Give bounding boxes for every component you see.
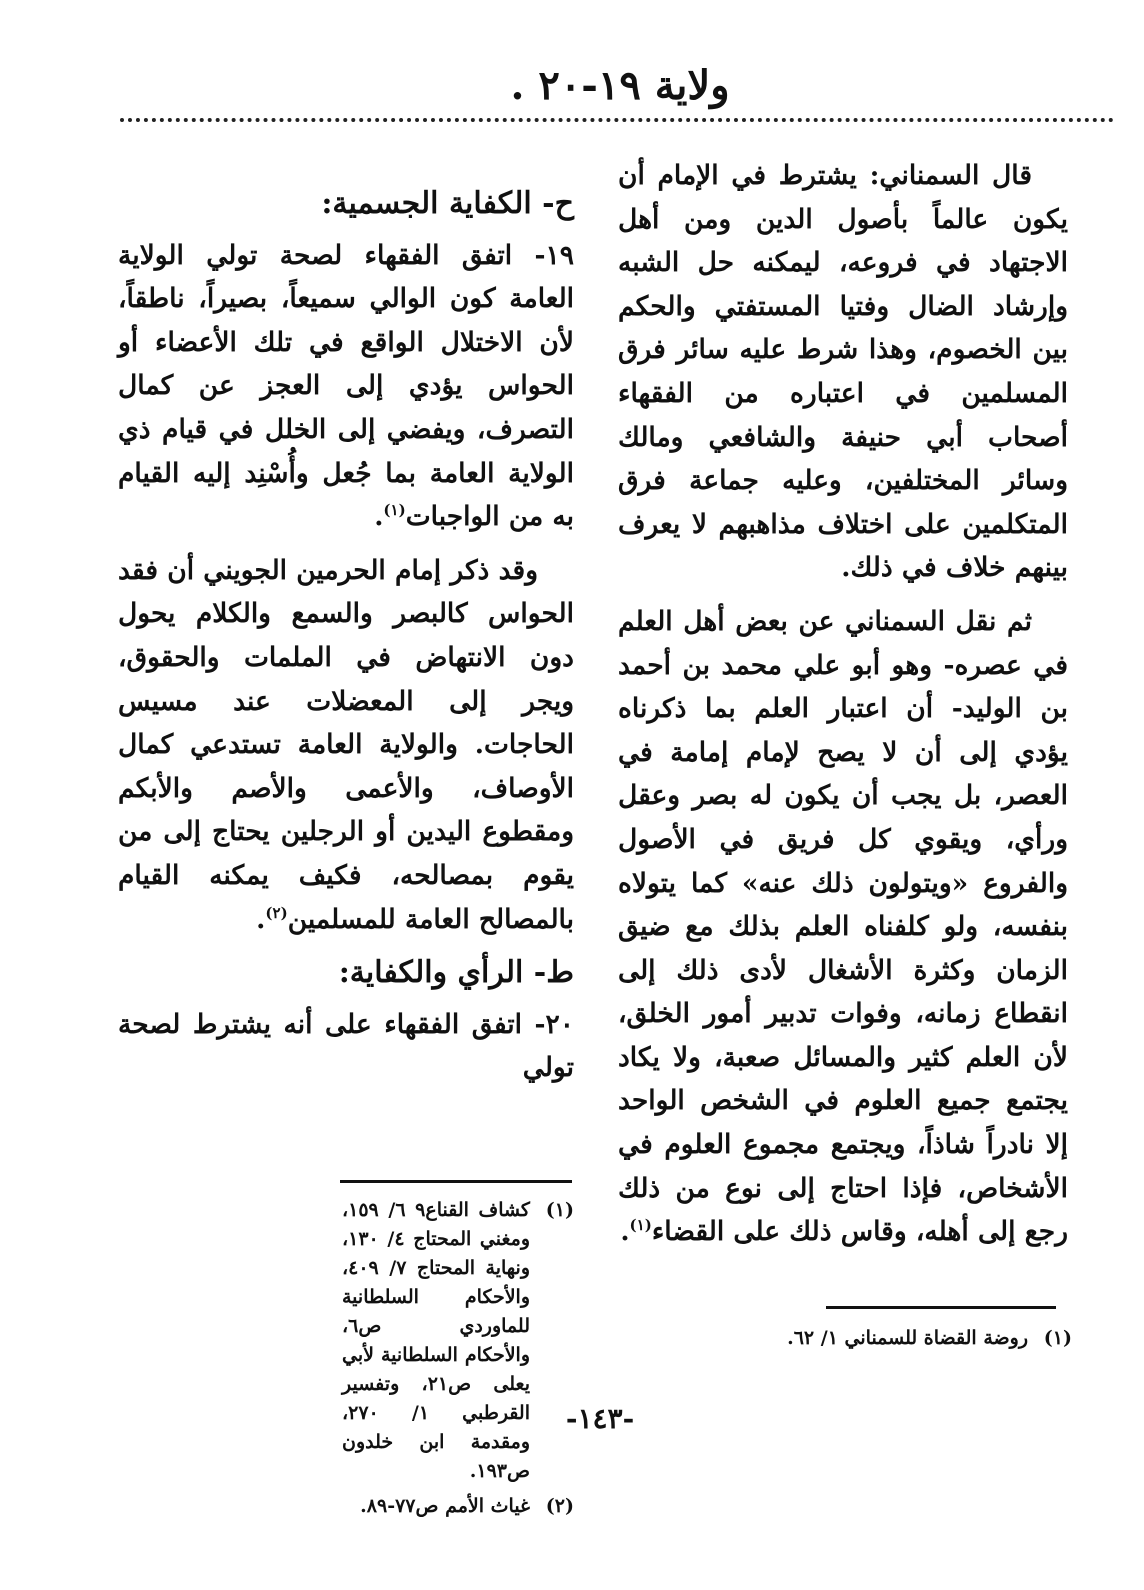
paragraph-item-20: ٢٠- اتفق الفقهاء على أنه يشترط لصحة تولي (118, 1008, 574, 1084)
footnotes-right (700, 1324, 1072, 1359)
section-heading-opinion-competence: ط- الرأي والكفاية: (338, 955, 574, 991)
paragraph-samnani-quote (618, 600, 1068, 1254)
page-number: -١٤٣- (565, 1402, 635, 1435)
footnote (342, 1196, 574, 1486)
paragraph-text: ثم نقل السمناني عن بعض أهل العلم في عصره- وهو أبو علي محمد بن أحمد بن الوليد- أن اعتبار العلم بما ذكرناه يؤدي إلى أن لا يصح لإمام إمامة في العصر، بل يجب أن يكون له بصر وعقل ورأي، ويقوي كل فريق في الأصول والفروع «ويتولون ذلك عنه» كما يتولاه بنفسه، ولو كلفناه العلم بذلك مع ضيق الزمان وكثرة الأشغال لأدى ذلك إلى انقطاع زمانه، وفوات تدبير أمور الخلق، لأن العلم كثير والمسائل صعبة، ولا يكاد يجتمع جميع العلوم في الشخص الواحد إلا نادراً شاذاً، ويجتمع مجموع العلوم في الأشخاص، فإذا احتاج إلى نوع من ذلك رجع إلى أهله، وقاس ذلك على القضاء (618, 605, 1068, 1248)
footnote-separator-right (826, 1306, 1056, 1309)
paragraph-item-19 (118, 234, 574, 539)
footnote (342, 1492, 574, 1521)
footnote-number: (١) (545, 1199, 574, 1221)
left-column (118, 182, 574, 1100)
running-header: ولاية ١٩-٢٠ . (510, 62, 730, 109)
footnote-ref: (٢) (265, 903, 288, 922)
right-column (618, 154, 1068, 1264)
paragraph-juwaini (118, 549, 574, 941)
footnote-separator-left (340, 1180, 572, 1183)
footnote-text: غياث الأمم ص٧٧-٨٩. (360, 1495, 530, 1517)
footnote-number: (١) (1043, 1327, 1072, 1349)
section-heading-physical-fitness: ح- الكفاية الجسمية: (321, 186, 574, 221)
paragraph-samnani-condition: قال السمناني: يشترط في الإمام أن يكون عالماً بأصول الدين ومن أهل الاجتهاد في فروعه، ليمكنه حل الشبه وإرشاد الضال وفتيا المستفتي والحكم بين الخصوم، وهذا شرط عليه سائر فرق المسلمين في اعتباره من الفقهاء أصحاب أبي حنيفة والشافعي ومالك وسائر المختلفين، وعليه جماعة فرق المتكلمين على اختلاف مذاهبهم لا يعرف بينهم خلاف في ذلك. (618, 160, 1068, 584)
header-dotted-rule (120, 118, 1114, 122)
footnote-ref: (١) (383, 501, 406, 520)
punctuation: . (620, 1216, 630, 1248)
footnote-ref: (١) (629, 1216, 652, 1235)
punctuation: . (256, 903, 266, 935)
footnote-text: كشاف القناع٩ ٦/ ١٥٩، ومغني المحتاج ٤/ ١٣٠، ونهاية المحتاج ٧/ ٤٠٩، والأحكام السلطانية للماوردي ص٦، والأحكام السلطانية لأبي يعلى ص٢١، وتفسير القرطبي ١/ ٢٧٠، ومقدمة ابن خلدون ص١٩٣. (342, 1199, 531, 1482)
paragraph-text: ١٩- اتفق الفقهاء لصحة تولي الولاية العامة كون الوالي سميعاً، بصيراً، ناطقاً، لأن الاختلال الواقع في تلك الأعضاء أو الحواس يؤدي إلى العجز عن كمال التصرف، ويفضي إلى الخلل في قيام ذي الولاية العامة بما جُعل وأُسْنِد إليه القيام به من الواجبات (118, 239, 574, 533)
footnote (700, 1324, 1072, 1353)
footnotes-left (342, 1196, 574, 1527)
punctuation: . (374, 501, 384, 533)
footnote-text: روضة القضاة للسمناني ١/ ٦٢. (787, 1327, 1028, 1349)
paragraph-text: وقد ذكر إمام الحرمين الجويني أن فقد الحواس كالبصر والسمع والكلام يحول دون الانتهاض في الملمات والحقوق، ويجر إلى المعضلات عند مسيس الحاجات. والولاية العامة تستدعي كمال الأوصاف، والأعمى والأصم والأبكم ومقطوع اليدين أو الرجلين يحتاج إلى من يقوم بمصالحه، فكيف يمكنه القيام بالمصالح العامة للمسلمين (118, 554, 574, 935)
footnote-number: (٢) (545, 1495, 574, 1517)
